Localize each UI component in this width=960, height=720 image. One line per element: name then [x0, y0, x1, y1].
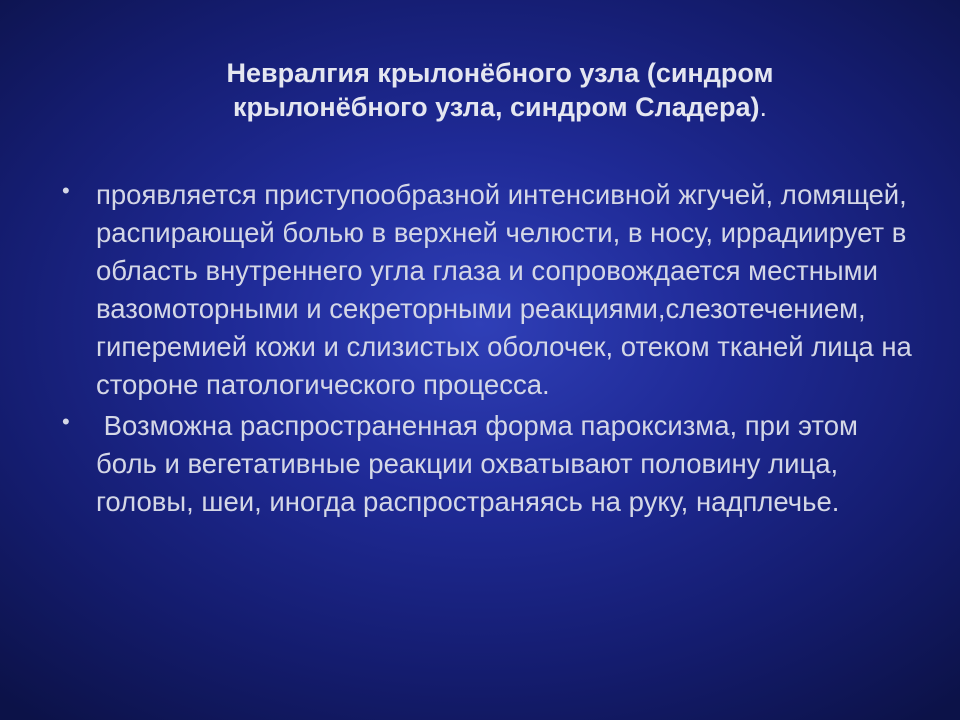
bullet-list [62, 176, 920, 521]
bullet-text-2: Возможна распространенная форма пароксизма, при этом боль и вегетативные реакции охватывают половину лица, головы, шеи, иногда распространяясь на руку, надплечье. [96, 410, 866, 517]
bullet-dot-icon: • [62, 178, 70, 203]
bullet-text-1: проявляется приступообразной интенсивной жгучей, ломящей, распирающей болью в верхней челюсти, в носу, иррадиирует в область внутреннего угла глаза и сопровождается местными вазомоторными и секреторными реакциями,слезотечением, гиперемией кожи и слизистых оболочек, отеком тканей лица на стороне патологического процесса. [96, 179, 920, 400]
slide-title-text: Невралгия крылонёбного узла (синдром крылонёбного узла, синдром Сладера) [226, 58, 774, 122]
bullet-item-2 [62, 407, 914, 521]
bullet-item-1 [62, 176, 920, 404]
slide-title-end: . [759, 92, 767, 122]
slide-title [150, 56, 850, 124]
bullet-dot-icon: • [62, 409, 70, 434]
